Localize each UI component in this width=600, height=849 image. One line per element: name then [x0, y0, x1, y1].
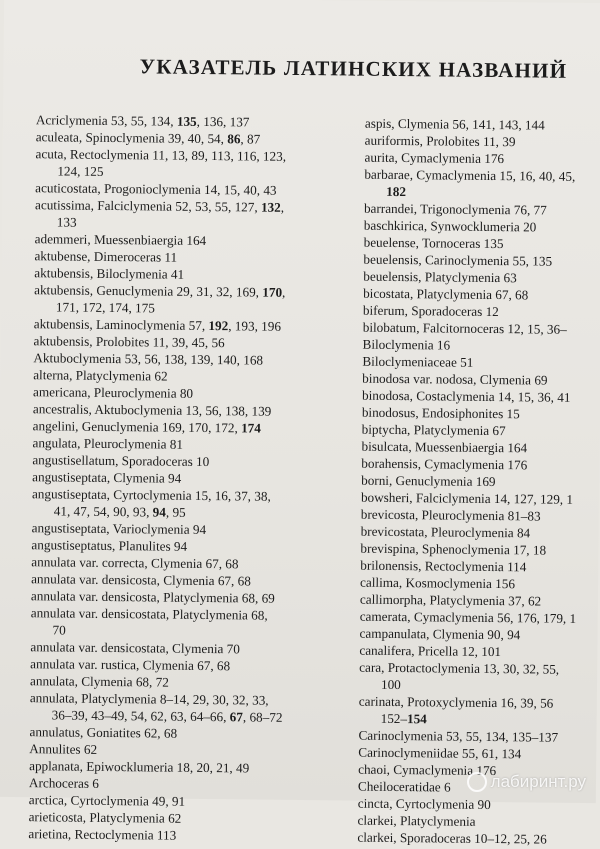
page-number-bold: 86 — [227, 131, 240, 146]
index-entry-text: arieticosta, Platyclymenia 62 — [29, 809, 182, 826]
index-entry-text: aculeata, Spinoclymenia 39, 40, 54, — [36, 129, 228, 146]
index-entry-text: arietina, Rectoclymenia 113 — [28, 826, 176, 843]
index-entry-text: bowsheri, Falciclymenia 14, 127, 129, 1 — [361, 490, 573, 507]
index-entry-text: barrandei, Trigonoclymenia 76, 77 — [364, 201, 547, 218]
index-entry-text: Aktuboclymenia 53, 56, 138, 139, 140, 168 — [33, 350, 263, 367]
index-entry-text: annulata var. densicostata, Clymenia 70 — [30, 639, 240, 656]
index-entry-text: 171, 172, 174, 175 — [56, 299, 155, 315]
index-entry-text: 70 — [53, 622, 66, 637]
index-entry-text: acuta, Rectoclymenia 11, 13, 89, 113, 116, 123, — [35, 146, 286, 164]
index-entry-text: brevicostata, Pleuroclymenia 84 — [361, 524, 531, 541]
page-number-bold: 132 — [261, 200, 281, 215]
index-entry-text: barbarae, Cymaclymenia 15, 16, 40, 45, — [364, 167, 575, 184]
index-entry-text: brevicosta, Pleuroclymenia 81–83 — [361, 507, 541, 524]
watermark — [467, 772, 586, 792]
index-entry-text: beuelensis, Carinoclymenia 55, 135 — [363, 252, 552, 269]
index-entry-text: cincta, Cyrtoclymenia 90 — [358, 796, 491, 812]
index-entry-text: binodosa, Costaclymenia 14, 15, 36, 41 — [362, 388, 571, 405]
index-entry-text: auriformis, Prolobites 11, 39 — [365, 133, 516, 150]
index-entry-text: clarkei, Platyclymenia — [358, 813, 476, 829]
index-entry-text: applanata, Epiwocklumeria 18, 20, 21, 49 — [29, 758, 249, 775]
index-entry-text: alterna, Platyclymenia 62 — [33, 367, 168, 383]
index-entry-text: aktubense, Dimeroceras 11 — [34, 248, 177, 264]
index-entry-text: bilobatum, Falcitornoceras 12, 15, 36– — [363, 320, 567, 337]
index-entry-text: aktubensis, Prolobites 11, 39, 45, 56 — [34, 333, 225, 350]
index-entry-text: baschkirica, Synwocklumeria 20 — [364, 218, 537, 235]
index-column-right — [357, 115, 600, 849]
index-entry-text: acutissima, Falciclymenia 52, 53, 55, 127, — [35, 197, 261, 214]
index-entry-text: annulata var. densicosta, Clymenia 67, 68 — [31, 571, 251, 588]
index-entry-text: chaoi, Cymaclymenia 176 — [358, 762, 496, 778]
index-entry-text: aktubensis, Biloclymenia 41 — [34, 265, 184, 282]
index-entry-text: 41, 47, 54, 90, 93, — [54, 503, 153, 519]
index-entry-text: binodosus, Endosiphonites 15 — [362, 405, 520, 422]
labirint-logo-icon — [467, 772, 487, 792]
index-entry-text: 133 — [57, 214, 77, 229]
index-entry-text: brilonensis, Rectoclymenia 114 — [360, 558, 526, 575]
index-entry-text: annulata var. densicostata, Platyclymenia 68, — [31, 605, 268, 622]
page-number-bold: 192 — [208, 318, 228, 333]
index-entry-text: angustiseptata, Varioclymenia 94 — [32, 520, 207, 537]
page-number-bold: 154 — [407, 711, 427, 726]
index-entry-text: borahensis, Cymaclymenia 176 — [361, 456, 527, 473]
index-entry-text: aspis, Clymenia 56, 141, 143, 144 — [365, 116, 545, 133]
index-entry-text: annulata var. correcta, Clymenia 67, 68 — [31, 554, 238, 571]
index-entry-text: cara, Protactoclymenia 13, 30, 32, 55, — [359, 660, 559, 677]
index-entry-text: biferum, Sporadoceras 12 — [363, 303, 499, 319]
index-entry-text: , 87 — [240, 131, 260, 146]
index-entry-text: Acriclymenia 53, 55, 134, — [36, 112, 177, 128]
index-entry-text: Carinoclymenia 53, 55, 134, 135–137 — [358, 728, 558, 745]
index-entry-text: camerata, Cymaclymenia 56, 176, 179, 1 — [360, 609, 577, 626]
page-number-bold: 94 — [153, 504, 166, 519]
index-entry — [357, 829, 600, 849]
index-entry-text: brevispina, Sphenoclymenia 17, 18 — [360, 541, 546, 558]
index-entry-text: , — [281, 200, 284, 215]
index-column-left — [28, 111, 354, 845]
watermark-text: лабиринт.ру — [491, 772, 586, 792]
page-number-bold: 182 — [386, 184, 406, 199]
index-entry-text: , — [282, 285, 285, 300]
index-entry-text: Carinoclymeniidae 55, 61, 134 — [358, 745, 521, 762]
index-entry-text: canalifera, Pricella 12, 101 — [359, 643, 501, 659]
index-entry-text: angustiseptata, Cyrtoclymenia 15, 16, 37, 38, — [32, 486, 271, 503]
index-entry-text: aurita, Cymaclymenia 176 — [364, 150, 504, 166]
index-entry-text: angustiseptatus, Planulites 94 — [31, 537, 187, 554]
index-entry-text: , 193, 196 — [228, 318, 281, 334]
index-entry-text: 152– — [381, 711, 408, 726]
page-number-bold: 135 — [177, 114, 197, 129]
index-entry-text: Biloclymeniaceae 51 — [362, 354, 473, 370]
index-entry-text: callima, Kosmoclymenia 156 — [360, 575, 515, 592]
page-number-bold: 170 — [262, 285, 282, 300]
page-title: УКАЗАТЕЛЬ ЛАТИНСКИХ НАЗВАНИЙ — [3, 53, 600, 85]
index-entry-text: bisulcata, Muessenbiaergia 164 — [361, 439, 527, 456]
index-entry-text: borni, Genuclymenia 169 — [361, 473, 496, 489]
index-entry-text: , 136, 137 — [197, 114, 250, 130]
index-entry-text: angulata, Pleuroclymenia 81 — [32, 435, 183, 452]
index-entry — [31, 604, 349, 624]
index-entry-text: Cheiloceratidae 6 — [358, 779, 451, 795]
index-entry-text: aktubensis, Genuclymenia 29, 31, 32, 169, — [34, 282, 262, 299]
index-entry-text: angustisellatum, Sporadoceras 10 — [32, 452, 209, 469]
page-number-bold: 174 — [241, 420, 261, 435]
index-entry-text: carinata, Protoxyclymenia 16, 39, 56 — [359, 694, 554, 711]
index-entry-text: campanulata, Clymenia 90, 94 — [359, 626, 520, 643]
index-entry-text: 100 — [381, 677, 401, 692]
index-entry-text: annulatus, Goniatites 62, 68 — [29, 724, 177, 741]
index-entry-text: ancestralis, Aktuboclymenia 13, 56, 138, 139 — [33, 401, 272, 418]
index-entry-text: callimorpha, Platyclymenia 37, 62 — [360, 592, 541, 609]
index-entry-text: 124, 125 — [57, 163, 103, 178]
index-entry-text: annulata, Clymenia 68, 72 — [30, 673, 169, 689]
index-entry — [35, 196, 353, 216]
index-entry-text: aktubensis, Laminoclymenia 57, — [34, 316, 209, 333]
index-entry-text: beuelensis, Platyclymenia 63 — [363, 269, 517, 286]
index-entry-text: annulata var. densicosta, Platyclymenia 68, 69 — [31, 588, 275, 606]
index-entry-text: angelini, Genuclymenia 169, 170, 172, — [33, 418, 242, 435]
index-entry-text: arctica, Cyrtoclymenia 49, 91 — [29, 792, 186, 809]
index-entry-text: Biloclymenia 16 — [363, 337, 451, 353]
index-entry-text: biptycha, Platyclymenia 67 — [362, 422, 506, 439]
index-entry-text: 36–39, 43–49, 54, 62, 63, 64–66, — [52, 707, 230, 724]
index-entry — [28, 825, 346, 845]
index-entry-text: Annulites 62 — [29, 741, 97, 757]
index-entry-text: angustiseptata, Clymenia 94 — [32, 469, 181, 486]
index-entry-text: acuticostata, Progonioclymenia 14, 15, 40, 43 — [35, 180, 277, 198]
index-entry-text: , 68–72 — [243, 709, 283, 724]
index-entry-text: Archoceras 6 — [29, 775, 99, 791]
index-entry-text: beuelense, Tornoceras 135 — [364, 235, 504, 251]
index-entry-text: bicostata, Platyclymenia 67, 68 — [363, 286, 528, 303]
index-entry-text: annulata, Platyclymenia 8–14, 29, 30, 32, 33, — [30, 690, 269, 707]
index-entry-text: clarkei, Sporadoceras 10–12, 25, 26 — [357, 830, 546, 847]
index-entry-text: ademmeri, Muessenbiaergia 164 — [35, 231, 207, 248]
index-entry-text: , 95 — [166, 505, 186, 520]
index-entry-text: annulata var. rustica, Clymenia 67, 68 — [30, 656, 230, 673]
index-entry-text: americana, Pleuroclymenia 80 — [33, 384, 193, 401]
page-number-bold: 67 — [230, 709, 243, 724]
index-entry-text: binodosa var. nodosa, Clymenia 69 — [362, 371, 547, 388]
